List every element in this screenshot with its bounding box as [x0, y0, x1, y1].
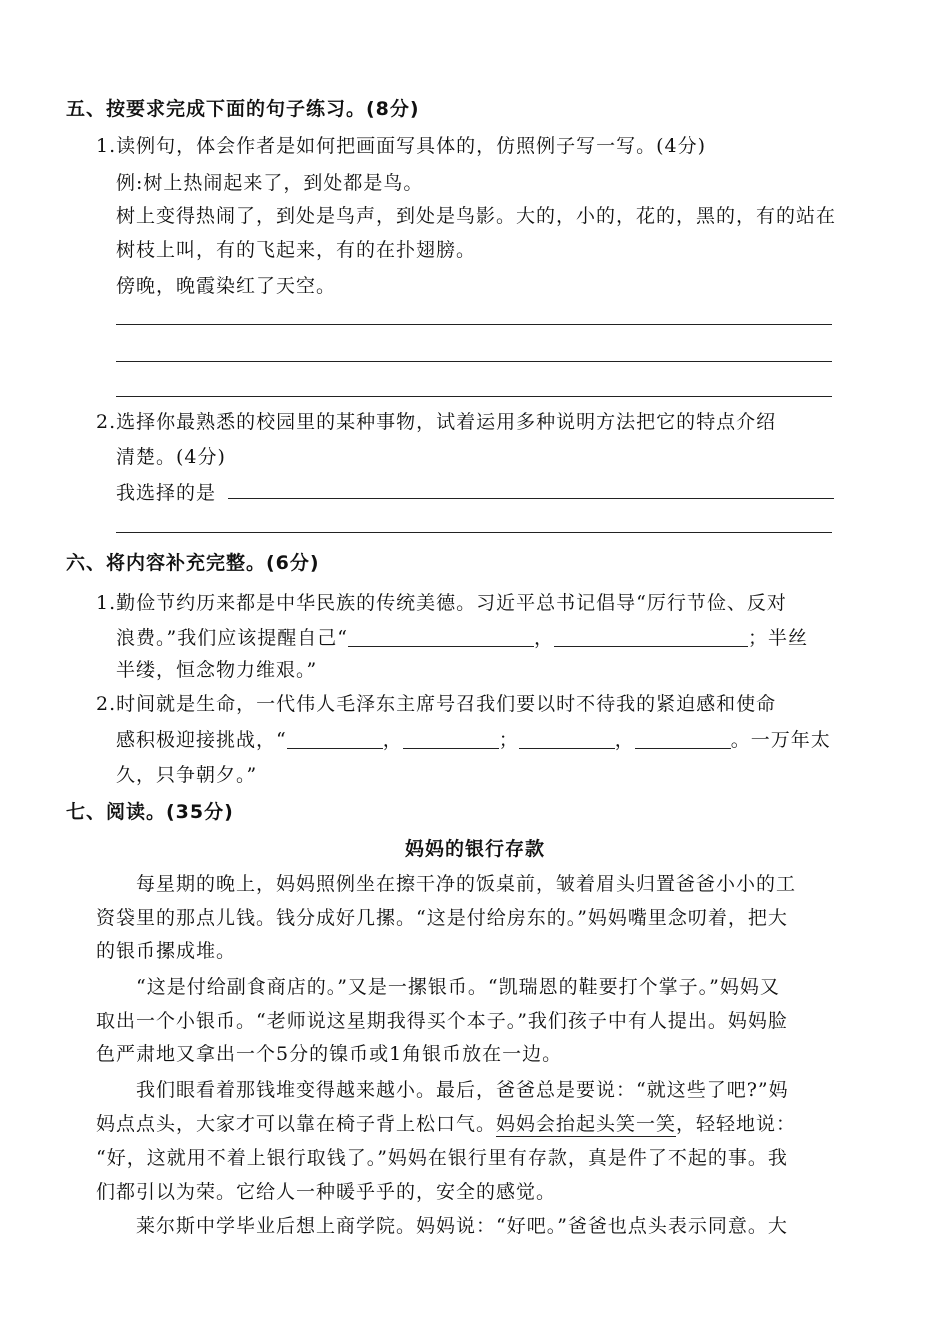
passage-line: 资袋里的那点儿钱。钱分成好几摞。“这是付给房东的。”妈妈嘴里念叨着，把大	[96, 907, 788, 929]
q5-1-example-label: 例:树上热闹起来了，到处都是鸟。	[116, 172, 424, 194]
passage-line: 色严肃地又拿出一个5分的镍币或1角银币放在一边。	[96, 1043, 563, 1065]
q5-1-example-line2: 树枝上叫，有的飞起来，有的在扑翅膀。	[116, 239, 477, 261]
fill-blank[interactable]	[403, 730, 499, 749]
q6-1-text-b: ；半丝	[747, 627, 808, 649]
q6-2-text-a: 感积极迎接挑战，“	[116, 729, 287, 751]
passage-line	[96, 1111, 796, 1137]
passage-line: 我们眼看着那钱堆变得越来越小。最后，爸爸总是要说：“就这些了吧?”妈	[136, 1079, 789, 1101]
passage-line: 莱尔斯中学毕业后想上商学院。妈妈说：“好吧。”爸爸也点头表示同意。大	[136, 1215, 788, 1237]
q5-1-task: 傍晚，晚霞染红了天空。	[116, 275, 337, 297]
passage-line: “这是付给副食商店的。”又是一摞银币。“凯瑞恩的鞋要打个掌子。”妈妈又	[136, 976, 780, 998]
q5-2-choice-label: 我选择的是	[116, 482, 217, 504]
q6-1-line1: 1.勤俭节约历来都是中华民族的传统美德。习近平总书记倡导“厉行节俭、反对	[96, 592, 787, 614]
section5-heading: 五、按要求完成下面的句子练习。(8分)	[66, 98, 420, 120]
q6-1-line3: 半缕，恒念物力维艰。”	[116, 659, 318, 681]
passage-line: 们都引以为荣。它给人一种暖乎乎的，安全的感觉。	[96, 1181, 557, 1203]
passage-line: 每星期的晚上，妈妈照例坐在擦干净的饭桌前，皱着眉头归置爸爸小小的工	[136, 873, 797, 895]
answer-line[interactable]	[116, 324, 832, 325]
q6-2-line1: 2.时间就是生命，一代伟人毛泽东主席号召我们要以时不待我的紧迫感和使命	[96, 693, 777, 715]
passage-text: 妈点点头，大家才可以靠在椅子背上松口气。	[96, 1113, 497, 1135]
fill-blank[interactable]	[554, 628, 748, 647]
q5-1-prompt: 1.读例句，体会作者是如何把画面写具体的，仿照例子写一写。(4分)	[96, 135, 707, 157]
passage-line: 的银币摞成堆。	[96, 940, 237, 962]
passage-text: ，轻轻地说：	[676, 1113, 797, 1135]
q6-1-line2	[116, 625, 808, 651]
q6-2-line2	[116, 727, 831, 753]
q5-2-prompt-line1: 2.选择你最熟悉的校园里的某种事物，试着运用多种说明方法把它的特点介绍	[96, 411, 777, 433]
answer-line[interactable]	[116, 396, 832, 397]
section7-heading: 七、阅读。(35分)	[66, 801, 234, 823]
fill-blank[interactable]	[287, 730, 383, 749]
comma: ，	[382, 729, 403, 751]
comma: ，	[614, 729, 635, 751]
passage-line: “好，这就用不着上银行取钱了。”妈妈在银行里有存款，真是件了不起的事。我	[96, 1147, 788, 1169]
passage-title: 妈妈的银行存款	[404, 838, 545, 860]
section6-heading: 六、将内容补充完整。(6分)	[66, 552, 320, 574]
semicolon: ；	[498, 729, 519, 751]
answer-line[interactable]	[116, 361, 832, 362]
q6-2-text-b: 。一万年太	[730, 729, 831, 751]
q6-2-line3: 久，只争朝夕。”	[116, 764, 258, 786]
q6-1-text-a: 浪费。”我们应该提醒自己“	[116, 627, 348, 649]
fill-blank[interactable]	[519, 730, 615, 749]
q5-1-example-line1: 树上变得热闹了，到处是鸟声，到处是鸟影。大的，小的，花的，黑的，有的站在	[116, 205, 837, 227]
fill-blank[interactable]	[348, 628, 534, 647]
answer-line[interactable]	[116, 532, 832, 533]
underlined-sentence: 妈妈会抬起头笑一笑	[496, 1113, 677, 1135]
fill-blank[interactable]	[635, 730, 731, 749]
choice-answer-line[interactable]	[228, 498, 834, 499]
passage-line: 取出一个小银币。“老师说这星期我得买个本子。”我们孩子中有人提出。妈妈脸	[96, 1010, 788, 1032]
comma: ，	[533, 627, 554, 649]
q5-2-prompt-line2: 清楚。(4分)	[116, 446, 226, 468]
